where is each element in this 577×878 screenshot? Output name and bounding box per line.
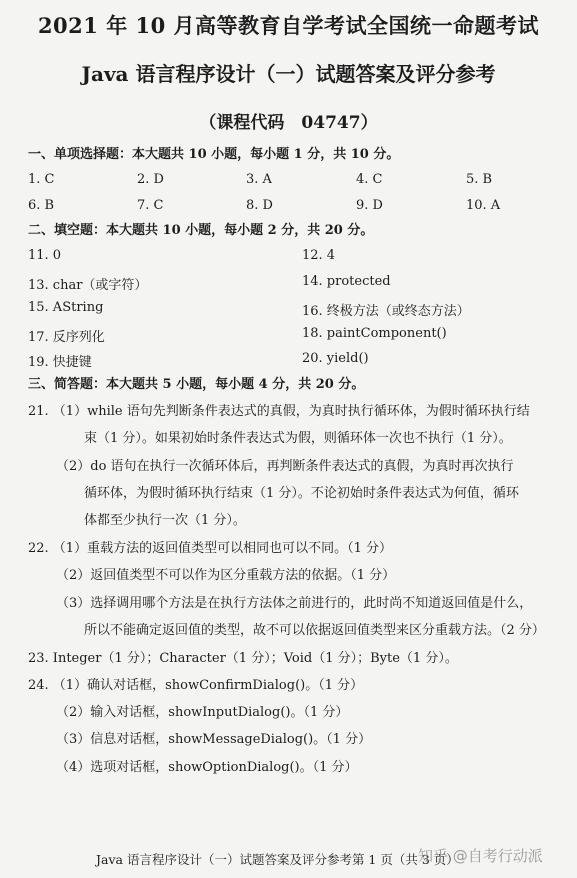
section-heading-short: 三、简答题：本大题共 5 小题，每小题 4 分，共 20 分。 (28, 377, 365, 392)
answer-line: 21. （1）while 语句先判断条件表达式的真假，为真时执行循环体，为假时循环执行结 (28, 404, 530, 419)
answer-line: （2）返回值类型不可以作为区分重载方法的依据。（1 分） (56, 568, 396, 583)
fill-answer: 15. AString (28, 300, 104, 315)
section-heading-fill: 二、填空题：本大题共 10 小题，每小题 2 分，共 20 分。 (28, 223, 374, 238)
fill-answer: 12. 4 (302, 248, 336, 263)
answer-line: 22. （1）重载方法的返回值类型可以相同也可以不同。（1 分） (28, 541, 392, 556)
answer-line: 23. Integer（1 分）；Character（1 分）；Void（1 分）；Byte（1 分）。 (28, 651, 458, 666)
section-heading-choice: 一、单项选择题：本大题共 10 小题，每小题 1 分，共 10 分。 (28, 147, 400, 162)
fill-answer: 18. paintComponent() (302, 326, 447, 341)
answer-line: 所以不能确定返回值的类型，故不可以依据返回值类型来区分重载方法。（2 分） (84, 623, 545, 638)
choice-answer: 6. B (28, 198, 55, 213)
choice-answer: 10. A (466, 198, 501, 213)
answer-line: （3）选择调用哪个方法是在执行方法体之前进行的，此时尚不知道返回值是什么， (56, 596, 533, 611)
answer-line: （4）选项对话框，showOptionDialog()。（1 分） (56, 760, 358, 775)
fill-answer: 14. protected (302, 274, 391, 289)
watermark: 知乎 @自考行动派 (418, 847, 543, 865)
answer-line: 24. （1）确认对话框，showConfirmDialog()。（1 分） (28, 678, 364, 693)
fill-answer: 17. 反序列化 (28, 330, 105, 345)
answer-line: 循环体，为假时循环执行结束（1 分）。不论初始时条件表达式为何值，循环 (84, 486, 519, 501)
choice-answer: 3. A (246, 172, 272, 187)
choice-answer: 7. C (137, 198, 164, 213)
choice-answer: 5. B (466, 172, 493, 187)
choice-answer: 4. C (356, 172, 383, 187)
fill-answer: 16. 终极方法（或终态方法） (302, 304, 470, 319)
fill-answer: 19. 快捷键 (28, 355, 92, 370)
exam-title: 2021 年 10 月高等教育自学考试全国统一命题考试 (37, 13, 540, 38)
answer-line: （2）do 语句在执行一次循环体后，再判断条件表达式的真假，为真时再次执行 (56, 459, 514, 474)
choice-answer: 9. D (356, 198, 383, 213)
answer-line: 束（1 分）。如果初始时条件表达式为假，则循环体一次也不执行（1 分）。 (84, 431, 512, 446)
fill-answer: 13. char（或字符） (28, 278, 148, 293)
document-title: Java 语言程序设计（一）试题答案及评分参考 (81, 62, 496, 86)
answer-line: （3）信息对话框，showMessageDialog()。（1 分） (56, 732, 372, 747)
fill-answer: 20. yield() (302, 351, 369, 366)
choice-answer: 2. D (137, 172, 164, 187)
fill-answer: 11. 0 (28, 248, 62, 263)
page-footer: Java 语言程序设计（一）试题答案及评分参考第 1 页（共 3 页） (96, 852, 459, 867)
answer-line: （2）输入对话框，showInputDialog()。（1 分） (56, 705, 349, 720)
choice-answer: 1. C (28, 172, 55, 187)
choice-answer: 8. D (246, 198, 273, 213)
answer-line: 体都至少执行一次（1 分）。 (84, 513, 246, 528)
course-code: （课程代码 04747） (199, 113, 378, 133)
